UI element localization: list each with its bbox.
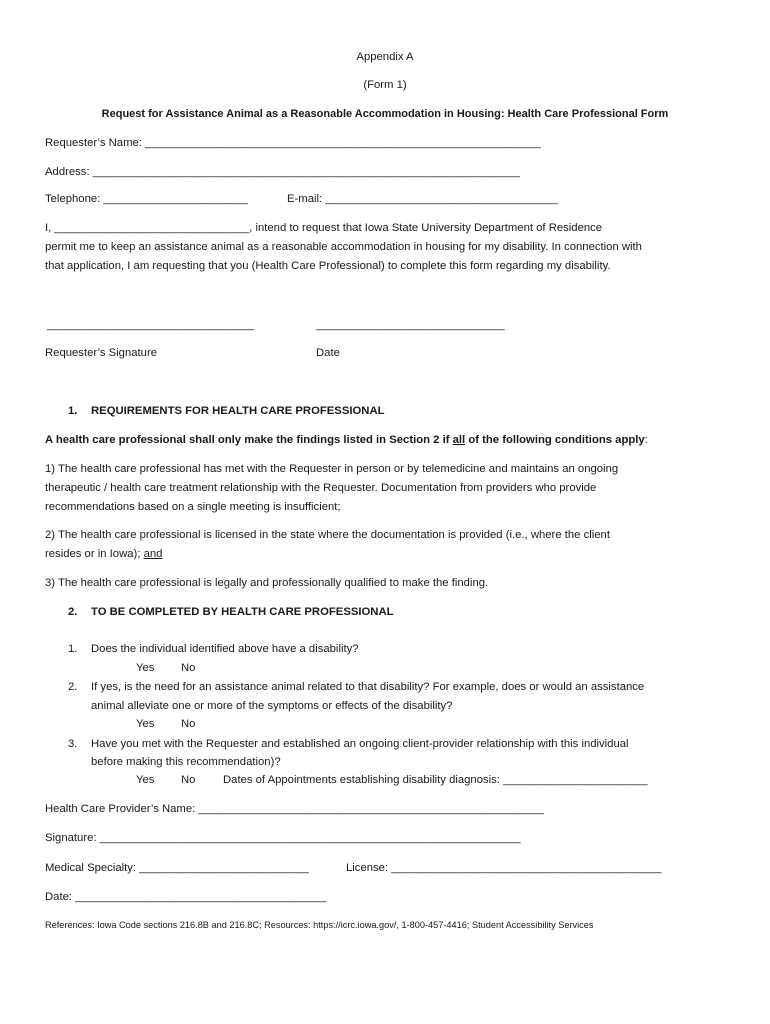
- address-field[interactable]: Address: ____________________________________________________________________: [45, 166, 520, 178]
- question-2-yes[interactable]: Yes: [136, 718, 155, 730]
- section1-number: 1.: [68, 405, 78, 417]
- section1-lead: [45, 433, 648, 448]
- question-3-yes[interactable]: Yes: [136, 774, 155, 786]
- appointment-dates-field[interactable]: Dates of Appointments establishing disability diagnosis: _______________________: [223, 774, 648, 786]
- form-title: Request for Assistance Animal as a Reasonable Accommodation in Housing: Health Care Professional Form: [101, 108, 669, 120]
- provider-signature-field[interactable]: Signature: ___________________________________________________________________: [45, 832, 521, 844]
- condition-2-text: resides or in Iowa);: [45, 548, 144, 560]
- question-2-number: 2.: [68, 681, 78, 693]
- question-3-number: 3.: [68, 738, 78, 750]
- condition-3: 3) The health care professional is legally and professionally qualified to make the finding.: [45, 577, 489, 589]
- condition-1-line-2: therapeutic / health care treatment relationship with the Requester. Documentation from providers who provide: [45, 482, 597, 494]
- section2-heading: TO BE COMPLETED BY HEALTH CARE PROFESSIONAL: [91, 606, 394, 618]
- section1-lead-a: A health care professional shall only make the findings listed in Section 2 if: [45, 434, 453, 446]
- requester-signature-blank[interactable]: _________________________________: [47, 319, 255, 331]
- medical-specialty-field[interactable]: Medical Specialty: ___________________________: [45, 862, 309, 874]
- question-2-no[interactable]: No: [181, 718, 196, 730]
- provider-date-field[interactable]: Date: ________________________________________: [45, 891, 327, 903]
- condition-2-and: and: [143, 548, 163, 560]
- question-3-line-2: before making this recommendation)?: [91, 756, 281, 768]
- form-number: (Form 1): [363, 79, 407, 91]
- section1-lead-colon: :: [644, 434, 648, 446]
- requester-name-field[interactable]: Requester’s Name: _______________________________________________________________: [45, 137, 541, 149]
- condition-2-line-1: 2) The health care professional is licensed in the state where the documentation is provided (i.e., where the client: [45, 529, 610, 541]
- section1-lead-all: all: [452, 434, 466, 446]
- question-1: Does the individual identified above have a disability?: [91, 643, 359, 655]
- question-1-yes[interactable]: Yes: [136, 662, 155, 674]
- requester-signature-label: Requester’s Signature: [45, 347, 157, 359]
- condition-1-line-3: recommendations based on a single meeting is insufficient;: [45, 501, 341, 513]
- date-blank[interactable]: ______________________________: [316, 319, 505, 331]
- question-3-no[interactable]: No: [181, 774, 196, 786]
- condition-1-line-1: 1) The health care professional has met with the Requester in person or by telemedicine and maintains an ongoing: [45, 463, 619, 475]
- question-1-number: 1.: [68, 643, 78, 655]
- email-field[interactable]: E-mail: _____________________________________: [287, 193, 558, 205]
- license-field[interactable]: License: ___________________________________________: [346, 862, 662, 874]
- question-1-no[interactable]: No: [181, 662, 196, 674]
- section1-lead-b: of the following conditions apply: [465, 434, 645, 446]
- condition-2-line-2: [45, 547, 162, 562]
- date-label: Date: [316, 347, 340, 359]
- references-footer: References: Iowa Code sections 216.8B and 216.8C; Resources: https://icrc.iowa.gov/, 1-800-457-4416; Student Accessibility Services: [45, 920, 594, 930]
- appendix-label: Appendix A: [356, 51, 414, 63]
- question-2-line-2: animal alleviate one or more of the symptoms or effects of the disability?: [91, 700, 453, 712]
- provider-name-field[interactable]: Health Care Provider’s Name: _______________________________________________________: [45, 803, 544, 815]
- intro-line-3: that application, I am requesting that you (Health Care Professional) to complete this form regarding my disability.: [45, 260, 611, 272]
- question-3-line-1: Have you met with the Requester and established an ongoing client-provider relationship with this individual: [91, 738, 629, 750]
- intro-line-1: I, _______________________________, intend to request that Iowa State University Department of Residence: [45, 222, 603, 234]
- question-2-line-1: If yes, is the need for an assistance animal related to that disability? For example, does or would an assistance: [91, 681, 645, 693]
- section1-heading: REQUIREMENTS FOR HEALTH CARE PROFESSIONAL: [91, 405, 385, 417]
- section2-number: 2.: [68, 606, 78, 618]
- intro-line-2: permit me to keep an assistance animal as a reasonable accommodation in housing for my disability. In connection with: [45, 241, 642, 253]
- telephone-field[interactable]: Telephone: _______________________: [45, 193, 248, 205]
